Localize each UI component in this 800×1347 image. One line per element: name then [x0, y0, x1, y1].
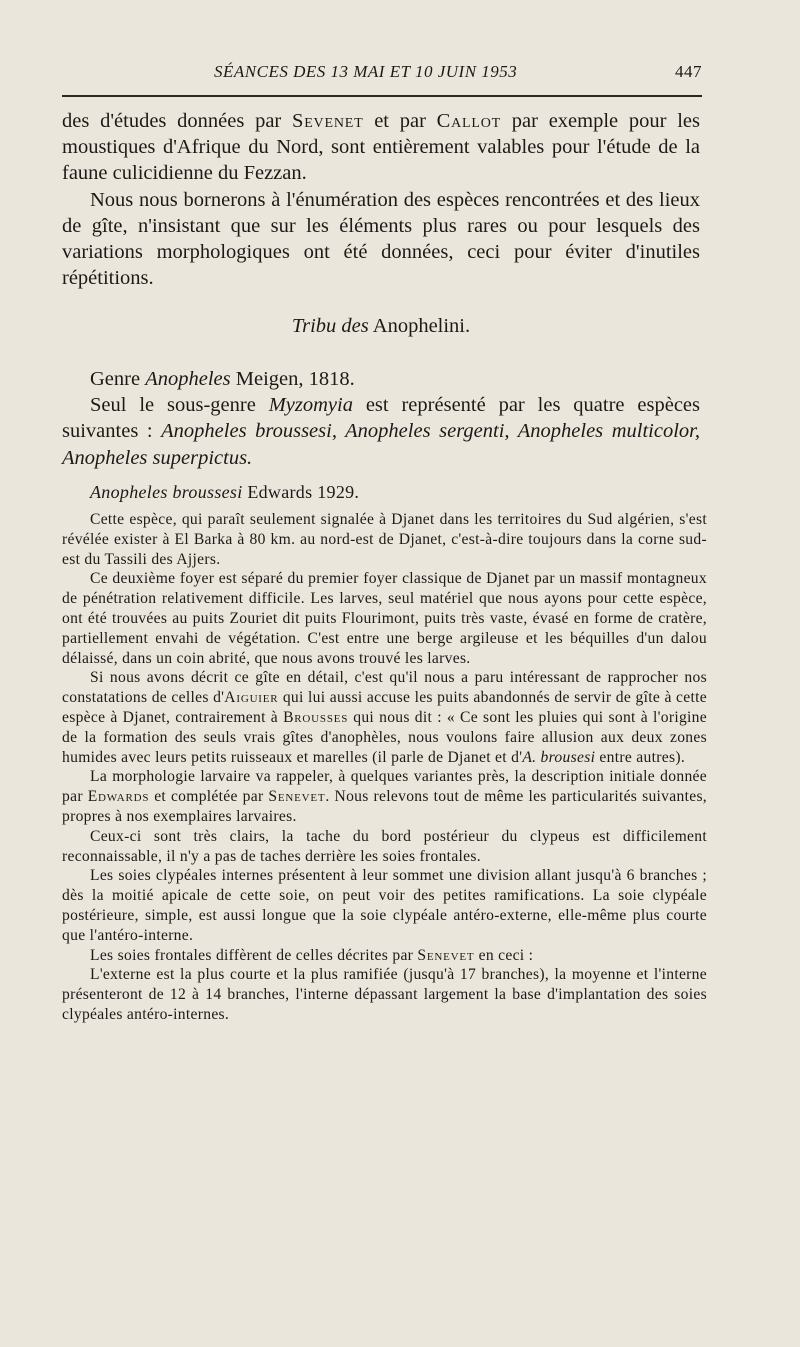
page-number: 447 — [675, 62, 702, 81]
body-paragraph-1: Cette espèce, qui paraît seulement signalée à Djanet dans les territoires du Sud algérien, s'est révélée exister à El Barka à 80 km. au nord-est de Djanet, c'est-à-dire toujours dans la corne sud-est du Tassili des Ajjers. — [62, 511, 707, 568]
body-paragraph-4: La morphologie larvaire va rappeler, à quelques variantes près, la description initiale donnée par Edwards et complétée par Senevet. Nous relevons tout de même les particularités suivantes, propres à nos exemplaires larvaires. — [62, 768, 708, 825]
intro-section — [62, 108, 700, 291]
body-paragraph-5: Ceux-ci sont très clairs, la tache du bord postérieur du clypeus est difficilement reconnaissable, il n'y a pas de taches derrière les soies frontales. — [62, 827, 707, 865]
body-paragraph-2: Ce deuxième foyer est séparé du premier foyer classique de Djanet par un massif montagneux de pénétration relativement difficile. Les larves, seul matériel que nous ayons pour cette espèce, ont été trouvées au puits Zouriet dit puits Flourimont, puits très vaste, évasé en forme de cratère, partiellement envahi de végétation. C'est entre une berge argileuse et les béquilles d'un dalou délaissé, dans un coin abrité, que nous avons trouvé les larves. — [62, 570, 707, 667]
intro-paragraph-2: Nous nous bornerons à l'énumération des espèces rencontrées et des lieux de gîte, n'insistant que sur les éléments plus rares ou pour lesquels des variations morphologiques ont été données, ceci pour éviter d'inutiles répétitions. — [62, 188, 700, 290]
genus-heading: Genre Anopheles Meigen, 1818. — [90, 368, 355, 390]
subgenus-paragraph: Seul le sous-genre Myzomyia est représenté par les quatre espèces suivantes : Anopheles broussesi, Anopheles sergenti, Anopheles multicolor, Anopheles superpictus. — [62, 394, 700, 469]
body-paragraph-3: Si nous avons décrit ce gîte en détail, c'est qu'il nous a paru intéressant de rapprocher nos constatations de celles d'Aiguier qui lui aussi accuse les puits abandonnés de servir de gîte à cette espèce à Djanet, contrairement à Brousses qui nous dit : « Ce sont les pluies qui sont à l'origine de la formation des seuls vrais gîtes d'anophèles, nous voulons faire allusion aux deux zones humides avec leurs petits ruisseaux et marelles (il parle de Djanet et d'A. brousesi entre autres). — [62, 669, 707, 766]
header-rule — [62, 95, 702, 97]
running-title: SÉANCES DES 13 MAI ET 10 JUIN 1953 — [214, 62, 518, 81]
tribe-heading: Tribu des Anophelini. — [291, 315, 471, 337]
body-paragraph-6: Les soies clypéales internes présentent à leur sommet une division allant jusqu'à 6 branches ; dès la moitié apicale de cette soie, on peut voir des petites ramifications. La soie clypéale postérieure, simple, est aussi longue que la soie clypéale antéro-externe, elle-même plus courte que l'antéro-interne. — [62, 867, 707, 944]
genus-section — [62, 366, 700, 471]
species-heading: Anopheles broussesi Edwards 1929. — [90, 482, 360, 502]
intro-paragraph-1: des d'études données par Sevenet et par Callot par exemple pour les moustiques d'Afrique du Nord, sont entièrement valables pour l'étude de la faune culicidienne du Fezzan. — [62, 110, 700, 185]
body-paragraph-7: Les soies frontales diffèrent de celles décrites par Senevet en ceci : — [90, 946, 534, 964]
author-sevenet: Sevenet — [292, 110, 364, 132]
species-body — [62, 510, 707, 1025]
author-callot: Callot — [436, 110, 502, 132]
body-paragraph-8: L'externe est la plus courte et la plus ramifiée (jusqu'à 17 branches), la moyenne et l'interne présenteront de 12 à 14 branches, l'interne dépassant largement la base d'implantation des soies clypéales antéro-internes. — [62, 966, 707, 1023]
